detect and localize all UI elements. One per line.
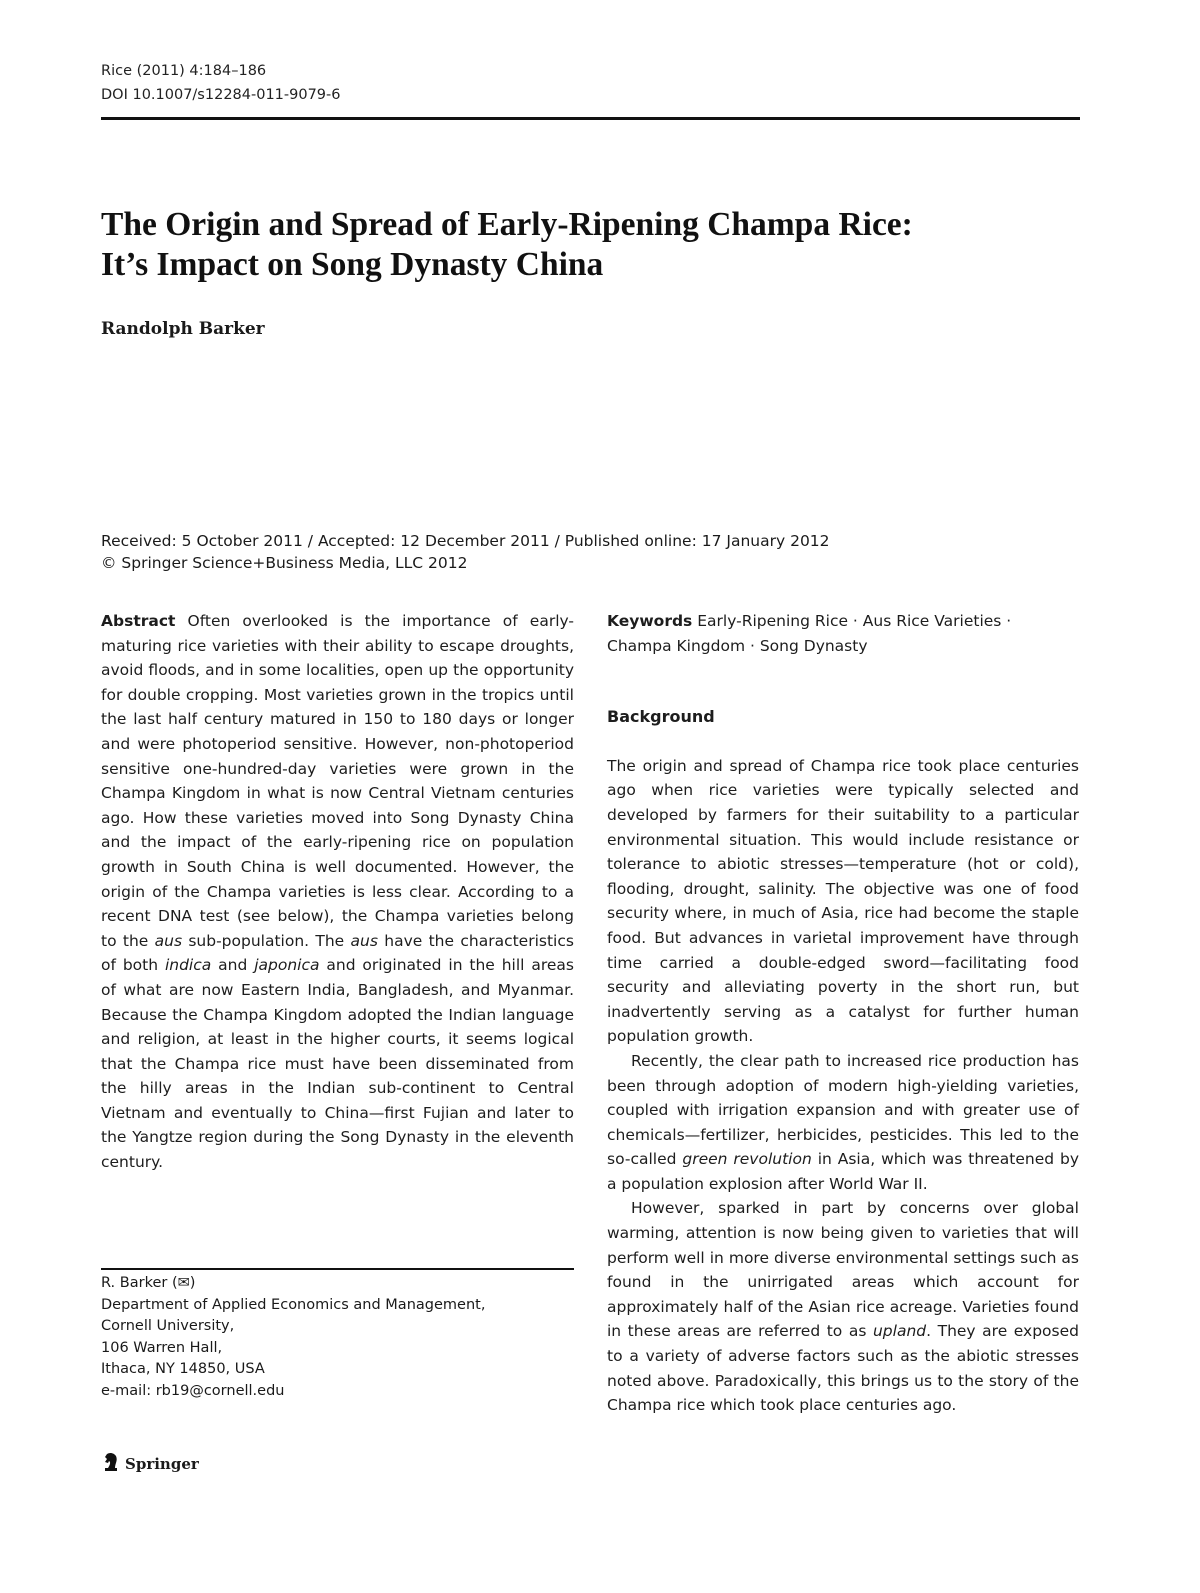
term-aus: aus [350, 931, 378, 950]
background-paragraph-3 [607, 1196, 1079, 1417]
background-paragraph-2 [607, 1049, 1079, 1197]
publication-dates: Received: 5 October 2011 / Accepted: 12 December 2011 / Published online: 17 January 2012 [101, 532, 830, 550]
right-column [607, 609, 1079, 1418]
springer-chess-knight-icon [101, 1451, 121, 1477]
keywords-text: Early-Ripening Rice · Aus Rice Varieties · Champa Kingdom · Song Dynasty [607, 612, 1012, 655]
abstract-label: Abstract [101, 612, 176, 630]
abstract-column [101, 609, 574, 1175]
affiliation-address-2: Ithaca, NY 14850, USA [101, 1361, 265, 1377]
affiliation-dept: Department of Applied Economics and Management, [101, 1296, 486, 1313]
affiliation-address-1: 106 Warren Hall, [101, 1339, 223, 1356]
affiliation-university: Cornell University, [101, 1318, 235, 1334]
journal-citation: Rice (2011) 4:184–186 [101, 63, 267, 79]
title-line-1: The Origin and Spread of Early-Ripening Champa Rice: [101, 206, 913, 243]
footnote-rule [101, 1268, 574, 1270]
term-green-revolution: green revolution [682, 1150, 812, 1169]
paragraph-text: Recently, the clear path to increased rice production has been through adoption of modern high-yielding varieties, coupled with irrigation expansion and with greater use of chemicals—fertilizer, herbicides, pesticides. This led to the so-called [607, 1051, 1079, 1169]
abstract-text-4: and [218, 956, 248, 975]
abstract-text-1: Often overlooked is the importance of early-maturing rice varieties with their ability to escape droughts, avoid floods, and in some localities, open up the opportunity for double cropping. Most varieties grown in the tropics until the last half century matured in 150 to 180 days or longer and were photoperiod sensitive. However, non-photoperiod sensitive one-hundred-day varieties were grown in the Champa Kingdom in what is now Central Vietnam centuries ago. How these varieties moved into Song Dynasty China and the impact of the early-ripening rice on population growth in South China is well documented. However, the origin of the Champa varieties is less clear. According to a recent DNA test (see below), the Champa varieties belong to the [101, 612, 574, 950]
publication-dates-block [101, 530, 830, 574]
abstract [101, 609, 574, 1175]
doi: DOI 10.1007/s12284-011-9079-6 [101, 87, 341, 103]
abstract-text-5: and originated in the hill areas of what are now Eastern India, Bangladesh, and Myanmar. Because the Champa Kingdom adopted the Indian language and religion, at least in the higher courts, it seems logical that the Champa rice must have been disseminated from the hilly areas in the Indian sub-continent to Central Vietnam and eventually to China—first Fujian and later to the Yangtze region during the Song Dynasty in the eleventh century. [101, 956, 574, 1172]
publisher-name: Springer [125, 1455, 199, 1473]
term-indica: indica [164, 956, 212, 975]
term-japonica: japonica [254, 956, 320, 975]
abstract-text-3: have the characteristics of both [101, 931, 574, 975]
term-upland: upland [872, 1322, 927, 1341]
abstract-text-2: sub-population. The [188, 931, 345, 950]
copyright: © Springer Science+Business Media, LLC 2012 [101, 554, 468, 572]
keywords [607, 609, 1079, 658]
author-name: Randolph Barker [101, 319, 265, 339]
affiliation-name: R. Barker (✉) [101, 1275, 196, 1291]
author-affiliation [101, 1273, 485, 1402]
section-heading-background: Background [607, 707, 715, 727]
affiliation-email[interactable]: e-mail: rb19@cornell.edu [101, 1382, 285, 1399]
paragraph-text: in Asia, which was threatened by a population explosion after World War II. [607, 1150, 1079, 1193]
title-line-2: It’s Impact on Song Dynasty China [101, 246, 604, 283]
background-paragraph-1: The origin and spread of Champa rice took place centuries ago when rice varieties were typically selected and developed by farmers for their suitability to a particular environmental situation. This would include resistance or tolerance to abiotic stresses—temperature (hot or cold), flooding, drought, salinity. The objective was one of food security where, in much of Asia, rice had become the staple food. But advances in varietal improvement have through time carried a double-edged sword—facilitating food security and alleviating poverty in the short run, but inadvertently serving as a catalyst for further human population growth. [607, 756, 1079, 1046]
article-title [101, 205, 1101, 285]
keywords-label: Keywords [607, 612, 693, 630]
paragraph-text: However, sparked in part by concerns over global warming, attention is now being given to varieties that will perform well in more diverse environmental settings such as found in the unirrigated areas which account for approximately half of the Asian rice acreage. Varieties found in these areas are referred to as [607, 1199, 1079, 1341]
term-aus: aus [154, 931, 183, 950]
paragraph-text: . They are exposed to a variety of adverse factors such as the abiotic stresses noted above. Paradoxically, this brings us to the story of the Champa rice which took place centuries ago. [607, 1322, 1079, 1415]
header-rule [101, 117, 1080, 120]
publisher-logo [101, 1451, 199, 1477]
